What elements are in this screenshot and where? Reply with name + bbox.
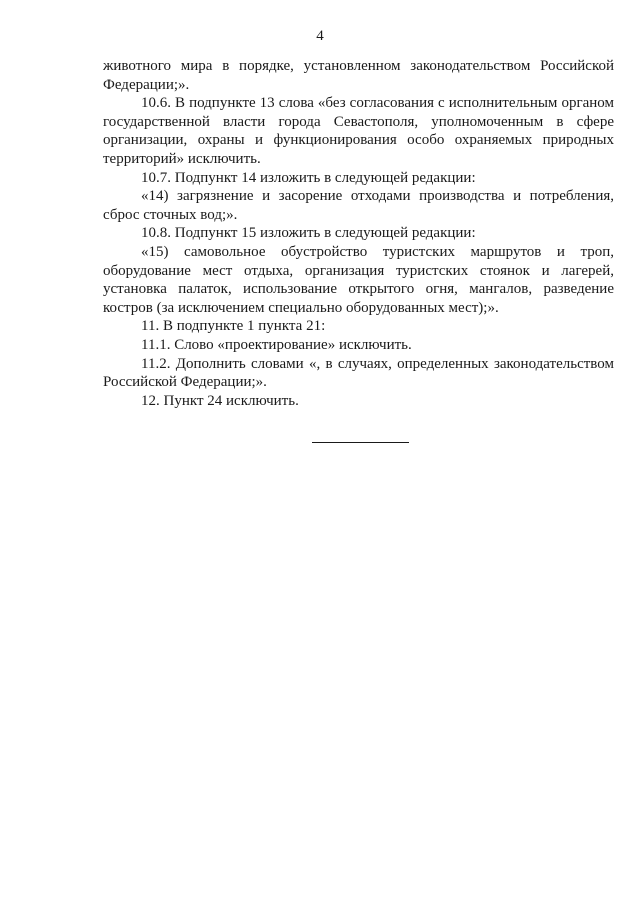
paragraph-11: 11. В подпункте 1 пункта 21: [141,318,326,335]
paragraph-10-8: 10.8. Подпункт 15 изложить в следующей редакции: [141,225,476,242]
paragraph-10-7-quote: «14) загрязнение и засорение отходами производства и потребления, сброс сточных вод;». [103,188,614,223]
paragraph-10-7: 10.7. Подпункт 14 изложить в следующей редакции: [141,169,476,186]
page-number: 4 [316,28,324,44]
paragraph-10-6: 10.6. В подпункте 13 слова «без согласования с исполнительным органом государственной власти города Севастополя, уполномоченным в сфере организации, охраны и функционирования особо охраняемых природных территорий» исключить. [103,95,614,167]
paragraph-12: 12. Пункт 24 исключить. [141,392,299,409]
closing-divider [312,442,409,443]
paragraph-10-8-quote: «15) самовольное обустройство туристских маршрутов и троп, оборудование мест отдыха, организация туристских стоянок и лагерей, установка палаток, использование открытого огня, мангалов, разведение костров (за исключением специально оборудованных мест);». [103,243,614,316]
paragraph-11-1: 11.1. Слово «проектирование» исключить. [141,336,412,353]
document-body [103,57,614,410]
paragraph-continuation: животного мира в порядке, установленном законодательством Российской Федерации;». [103,58,614,93]
paragraph-11-2: 11.2. Дополнить словами «, в случаях, определенных законодательством Российской Федерации;». [103,355,614,391]
